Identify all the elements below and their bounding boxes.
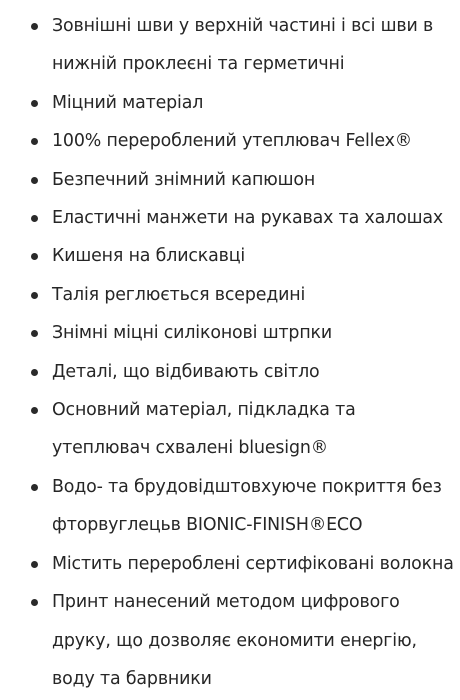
list-item [0, 314, 460, 352]
bullet-dot-icon [31, 330, 38, 337]
bullet-dot-icon [31, 599, 38, 606]
list-item-text: Деталі, що відбивають світло [52, 361, 320, 382]
list-item-text: Водо- та брудовідштовхуюче покриття без фторвуглецьв BIONIC-FINISH®ECO [52, 476, 442, 536]
list-item [0, 583, 460, 698]
bullet-dot-icon [31, 561, 38, 568]
list-item [0, 237, 460, 275]
bullet-dot-icon [31, 138, 38, 145]
bullet-dot-icon [31, 253, 38, 260]
list-item [0, 545, 460, 583]
list-item-text: Міцний матеріал [52, 92, 204, 113]
list-item-text: Зовнішні шви у верхній частині і всі шви в нижній проклеєні та герметичні [52, 16, 434, 75]
list-item [0, 161, 460, 199]
bullet-dot-icon [31, 407, 38, 414]
list-item [0, 353, 460, 391]
list-item-text: Містить перероблені сертифіковані волокна [52, 553, 454, 574]
list-item [0, 84, 460, 122]
list-item-text: Безпечний знімний капюшон [52, 169, 316, 190]
list-item-text: Знімні міцні силіконові штрпки [52, 323, 333, 344]
bullet-dot-icon [31, 100, 38, 107]
list-item-text: Принт нанесений методом цифрового друку, що дозволяє економити енергію, воду та барвники [52, 592, 417, 689]
bullet-dot-icon [31, 215, 38, 222]
bullet-dot-icon [31, 484, 38, 491]
list-item [0, 468, 460, 545]
bullet-dot-icon [31, 23, 38, 30]
bullet-dot-icon [31, 292, 38, 299]
list-item-text: Основний матеріал, підкладка та утеплювач схвалені bluesign® [52, 400, 356, 459]
list-item-text: Кишеня на блискавці [52, 246, 246, 267]
list-item [0, 199, 460, 237]
list-item [0, 391, 460, 468]
list-item-text: Талія реглюється всередині [52, 284, 306, 305]
bullet-dot-icon [31, 369, 38, 376]
list-item-text: 100% перероблений утеплювач Fellex® [52, 131, 412, 152]
list-item [0, 7, 460, 84]
list-item [0, 122, 460, 160]
bullet-dot-icon [31, 177, 38, 184]
list-item [0, 276, 460, 314]
list-item-text: Еластичні манжети на рукавах та халошах [52, 208, 444, 229]
